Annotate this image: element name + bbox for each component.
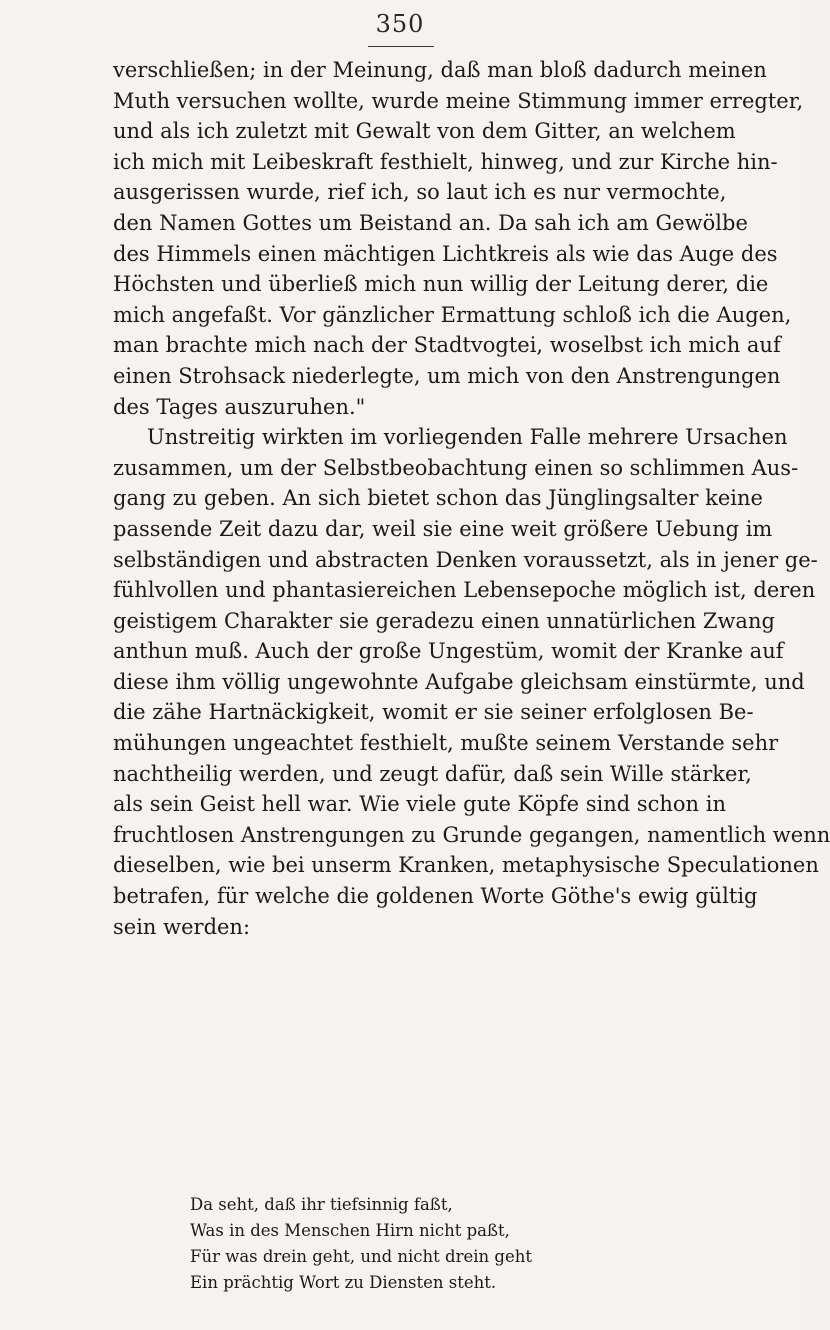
page-number: 350 xyxy=(375,10,425,38)
text-line: ich mich mit Leibeskraft festhielt, hinweg, und zur Kirche hin- xyxy=(113,149,778,174)
goethe-quote-verse xyxy=(190,1192,710,1296)
verse-line: Ein prächtig Wort zu Diensten steht. xyxy=(190,1273,497,1292)
text-line: Muth versuchen wollte, wurde meine Stimmung immer erregter, xyxy=(113,88,804,113)
text-line: passende Zeit dazu dar, weil sie eine weit größere Uebung im xyxy=(113,516,773,541)
text-line: den Namen Gottes um Beistand an. Da sah ich am Gewölbe xyxy=(113,210,748,235)
text-line: Unstreitig wirkten im vorliegenden Falle mehrere Ursachen xyxy=(147,425,788,450)
text-line: mühungen ungeachtet festhielt, mußte seinem Verstande sehr xyxy=(113,731,779,756)
text-line: selbständigen und abstracten Denken voraussetzt, als in jener ge- xyxy=(113,547,818,572)
verse-line: Was in des Menschen Hirn nicht paßt, xyxy=(190,1221,510,1240)
body-text xyxy=(113,55,830,942)
verse-line: Da seht, daß ihr tiefsinnig faßt, xyxy=(190,1195,453,1214)
text-line: des Tages auszuruhen." xyxy=(113,394,366,419)
paragraph-2 xyxy=(113,422,830,942)
page-number-rule xyxy=(368,46,434,47)
text-line: man brachte mich nach der Stadtvogtei, woselbst ich mich auf xyxy=(113,333,781,358)
text-line: geistigem Charakter sie geradezu einen unnatürlichen Zwang xyxy=(113,608,775,633)
text-line: diese ihm völlig ungewohnte Aufgabe gleichsam einstürmte, und xyxy=(113,669,805,694)
text-line: Höchsten und überließ mich nun willig der Leitung derer, die xyxy=(113,272,769,297)
paragraph-1 xyxy=(113,55,804,422)
verse-line: Für was drein geht, und nicht drein geht xyxy=(190,1247,532,1266)
text-line: des Himmels einen mächtigen Lichtkreis als wie das Auge des xyxy=(113,241,778,266)
text-line: mich angefaßt. Vor gänzlicher Ermattung schloß ich die Augen, xyxy=(113,302,792,327)
text-line: gang zu geben. An sich bietet schon das Jünglingsalter keine xyxy=(113,486,763,511)
text-line: zusammen, um der Selbstbeobachtung einen so schlimmen Aus- xyxy=(113,455,799,480)
text-line: und als ich zuletzt mit Gewalt von dem Gitter, an welchem xyxy=(113,119,736,144)
text-line: die zähe Hartnäckigkeit, womit er sie seiner erfolglosen Be- xyxy=(113,700,754,725)
text-line: einen Strohsack niederlegte, um mich von den Anstrengungen xyxy=(113,363,781,388)
text-line: sein werden: xyxy=(113,914,251,939)
text-line: ausgerissen wurde, rief ich, so laut ich es nur vermochte, xyxy=(113,180,727,205)
text-line: nachtheilig werden, und zeugt dafür, daß sein Wille stärker, xyxy=(113,761,752,786)
text-line: fühlvollen und phantasiereichen Lebensepoche möglich ist, deren xyxy=(113,578,816,603)
text-line: anthun muß. Auch der große Ungestüm, womit der Kranke auf xyxy=(113,639,784,664)
text-line: fruchtlosen Anstrengungen zu Grunde gegangen, namentlich wenn xyxy=(113,822,830,847)
text-line: als sein Geist hell war. Wie viele gute Köpfe sind schon in xyxy=(113,792,726,817)
text-line: betrafen, für welche die goldenen Worte Göthe's ewig gültig xyxy=(113,884,758,909)
text-line: verschließen; in der Meinung, daß man bloß dadurch meinen xyxy=(113,58,767,82)
text-line: dieselben, wie bei unserm Kranken, metaphysische Speculationen xyxy=(113,853,819,878)
